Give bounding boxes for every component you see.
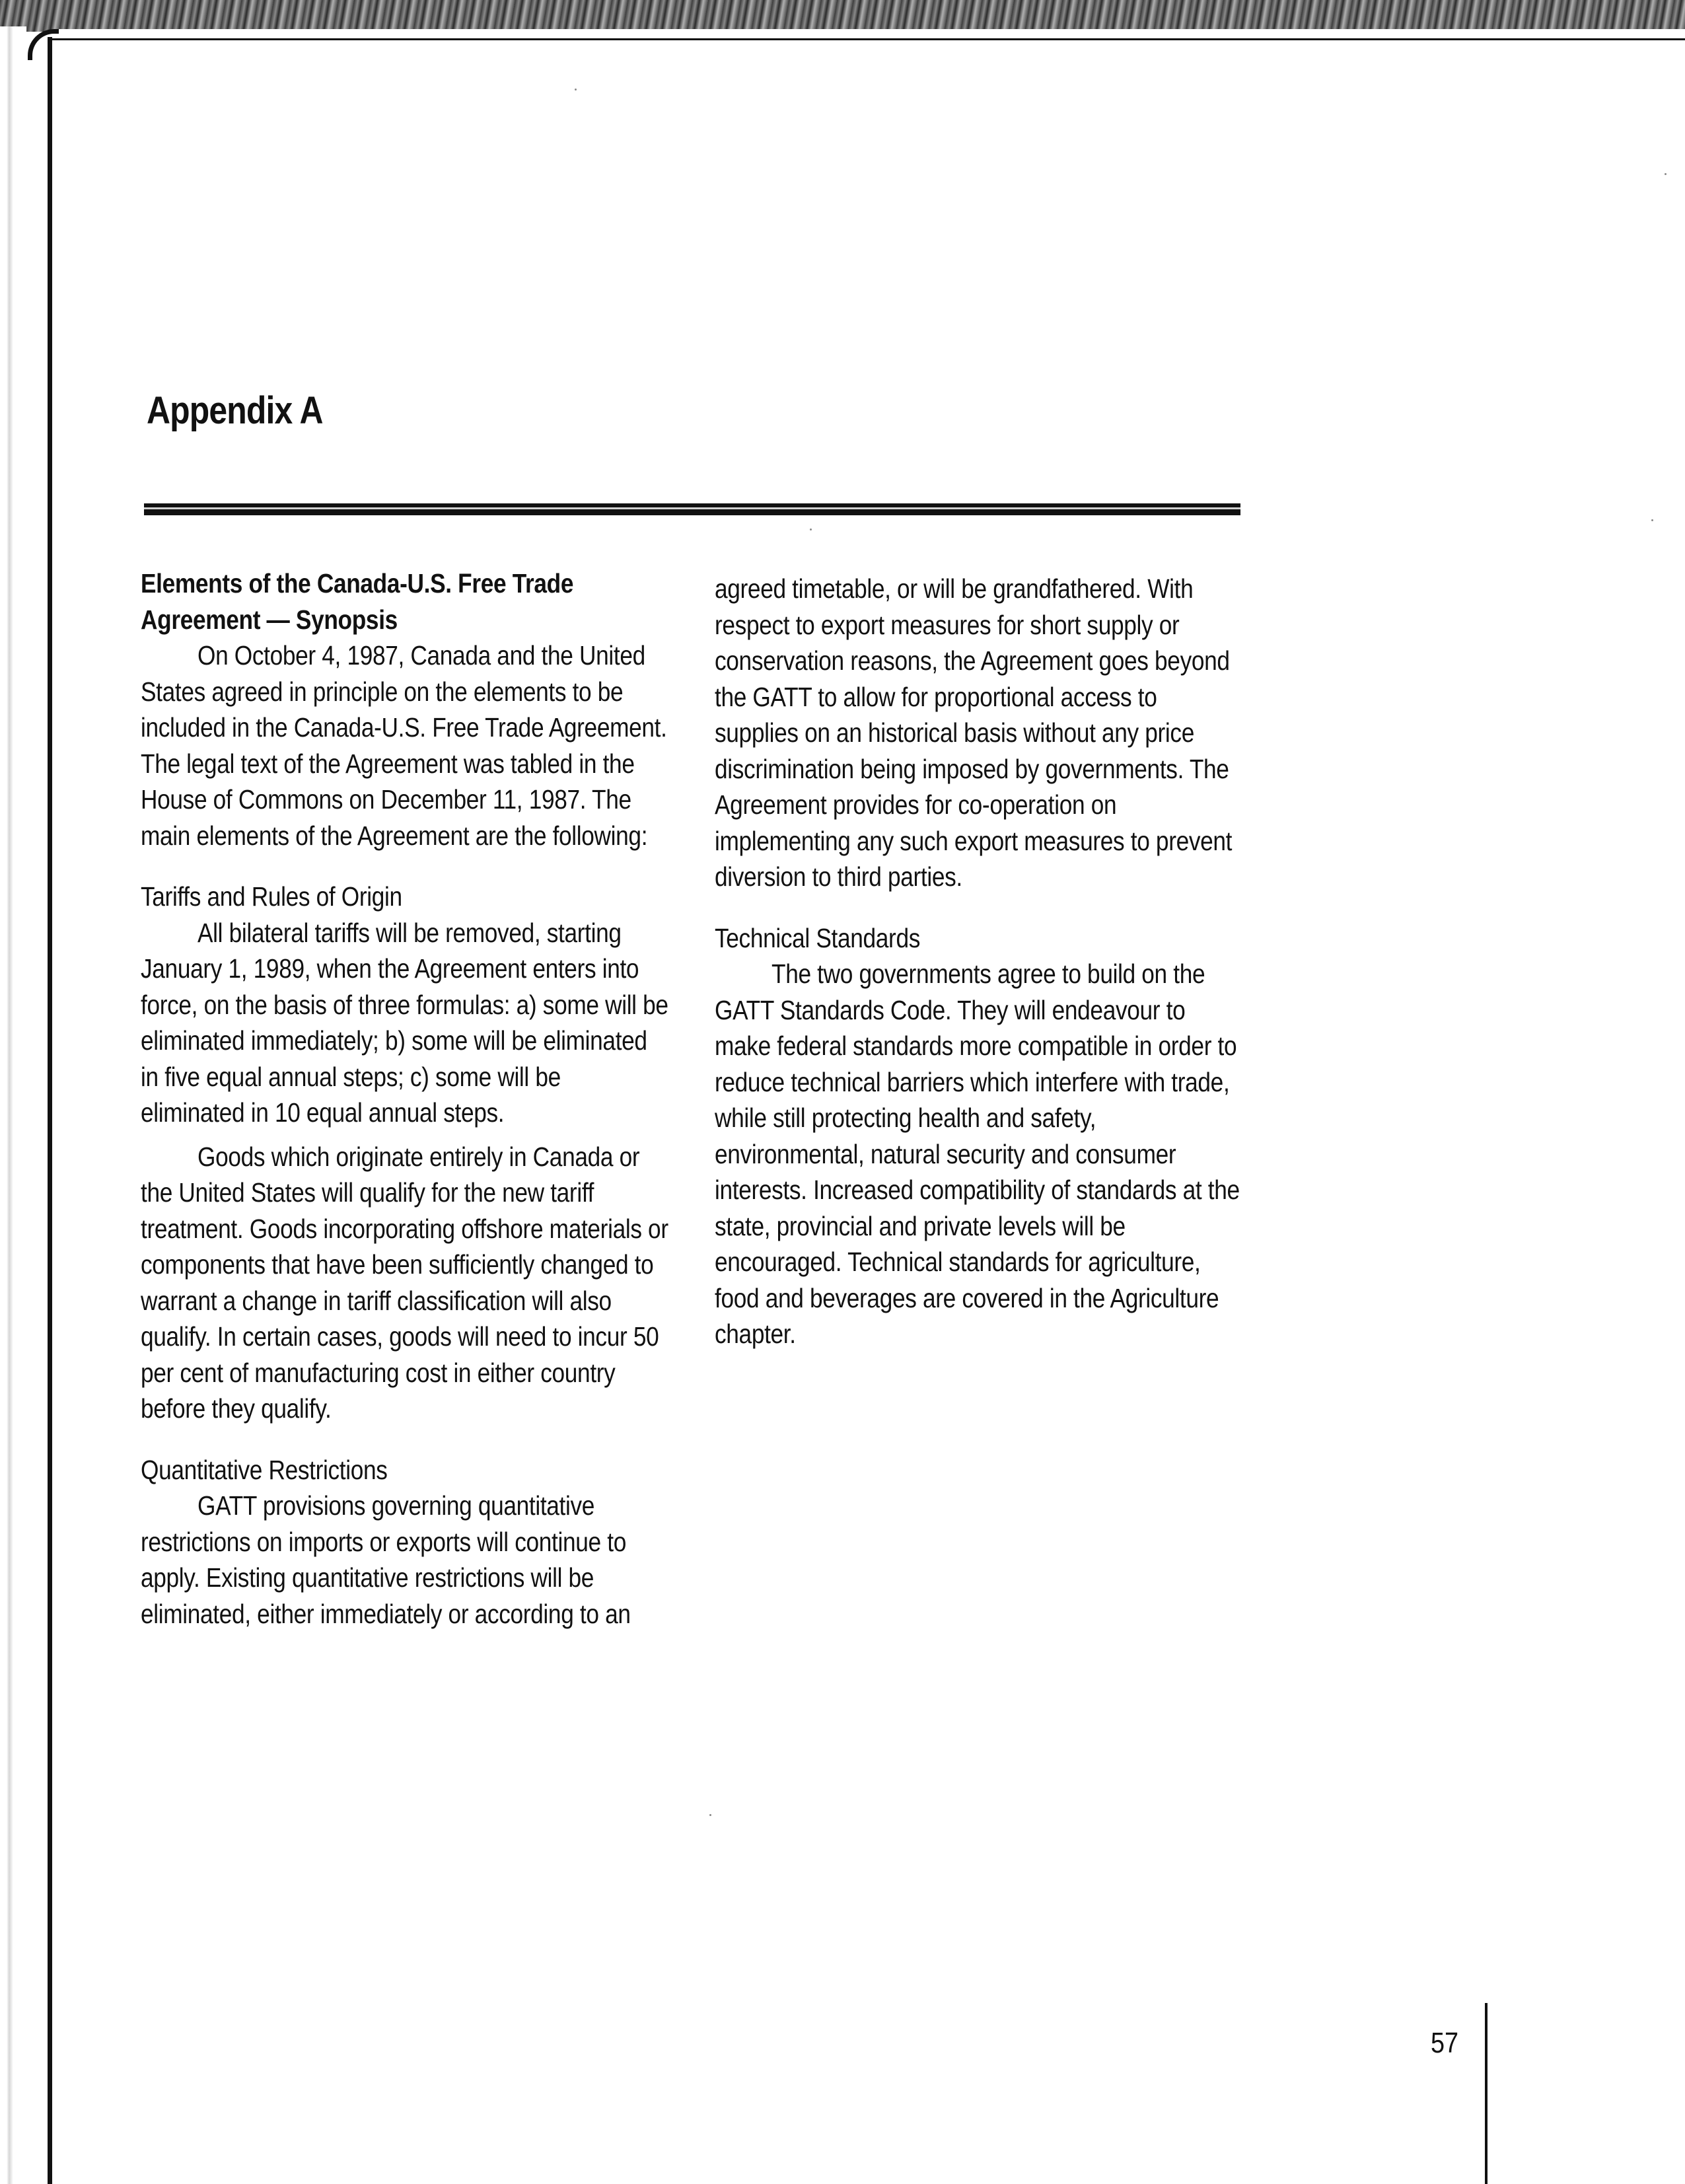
synopsis-title-line2: Agreement — Synopsis (141, 604, 398, 635)
scan-speck (1651, 519, 1653, 521)
quantitative-continuation: agreed timetable, or will be grandfathered. With respect to export measures for short supply or conservation reasons, the Agreement goes beyond the GATT to allow for proportional access to supplies on an historical basis without any price discrimination being imposed by governments. The Agreement provides for co-operation on implementing any such export measures to prevent diversion to third parties. (715, 573, 1233, 892)
quantitative-heading: Quantitative Restrictions (141, 1454, 388, 1485)
scan-speck (709, 1814, 711, 1816)
binding-spine (0, 26, 26, 2184)
scan-speck (810, 528, 812, 530)
page-number-rule (1485, 2003, 1488, 2184)
technical-heading: Technical Standards (715, 922, 920, 953)
tariffs-heading: Tariffs and Rules of Origin (141, 881, 402, 912)
synopsis-paragraph: On October 4, 1987, Canada and the United States agreed in principle on the elements to be included in the Canada-U.S. Free Trade Agreement. The legal text of the Agreement was tabled in the House of Commons on December 11, 1987. The main elements of the Agreement are the following: (141, 640, 667, 851)
right-column (715, 571, 1309, 1352)
quantitative-paragraph: GATT provisions governing quantitative restrictions on imports or exports will continue to apply. Existing quantitative restrictions will be eliminated, either immediately or according to an (141, 1490, 631, 1629)
top-margin-rule (48, 38, 1685, 40)
title-divider-highlight (144, 507, 1240, 509)
technical-paragraph: The two governments agree to build on the GATT Standards Code. They will endeavour to make federal standards more compatible in order to reduce technical barriers which interfere with trade, while still protecting health and safety, environmental, natural security and consumer interests. Increased compatibility of standards at the state, provincial and private levels will be encouraged. Technical standards for agriculture, food and beverages are covered in the Agriculture chapter. (715, 959, 1240, 1349)
left-margin-rule (48, 37, 52, 2184)
tariffs-paragraph-1: All bilateral tariffs will be removed, starting January 1, 1989, when the Agreement enters into force, on the basis of three formulas: a) some will be eliminated immediately; b) some will be eliminated in five equal annual steps; c) some will be eliminated in 10 equal annual steps. (141, 917, 668, 1128)
page-number: 57 (1431, 2027, 1459, 2059)
title-divider (144, 503, 1240, 515)
tariffs-paragraph-2: Goods which originate entirely in Canada or the United States will qualify for the new tariff treatment. Goods incorporating offshore materials or components that have been sufficiently changed to warrant a change in tariff classification will also qualify. In certain cases, goods will need to incur 50 per cent of manufacturing cost in either country before they qualify. (141, 1141, 668, 1424)
page-title: Appendix A (147, 389, 323, 432)
scan-speck (1665, 173, 1667, 175)
scan-border-top (0, 0, 1685, 32)
page-corner-curve (28, 29, 59, 60)
scan-speck (575, 89, 577, 91)
synopsis-title-line1: Elements of the Canada-U.S. Free Trade (141, 568, 574, 599)
page-edge (40, 29, 1685, 46)
left-column (141, 565, 735, 1632)
